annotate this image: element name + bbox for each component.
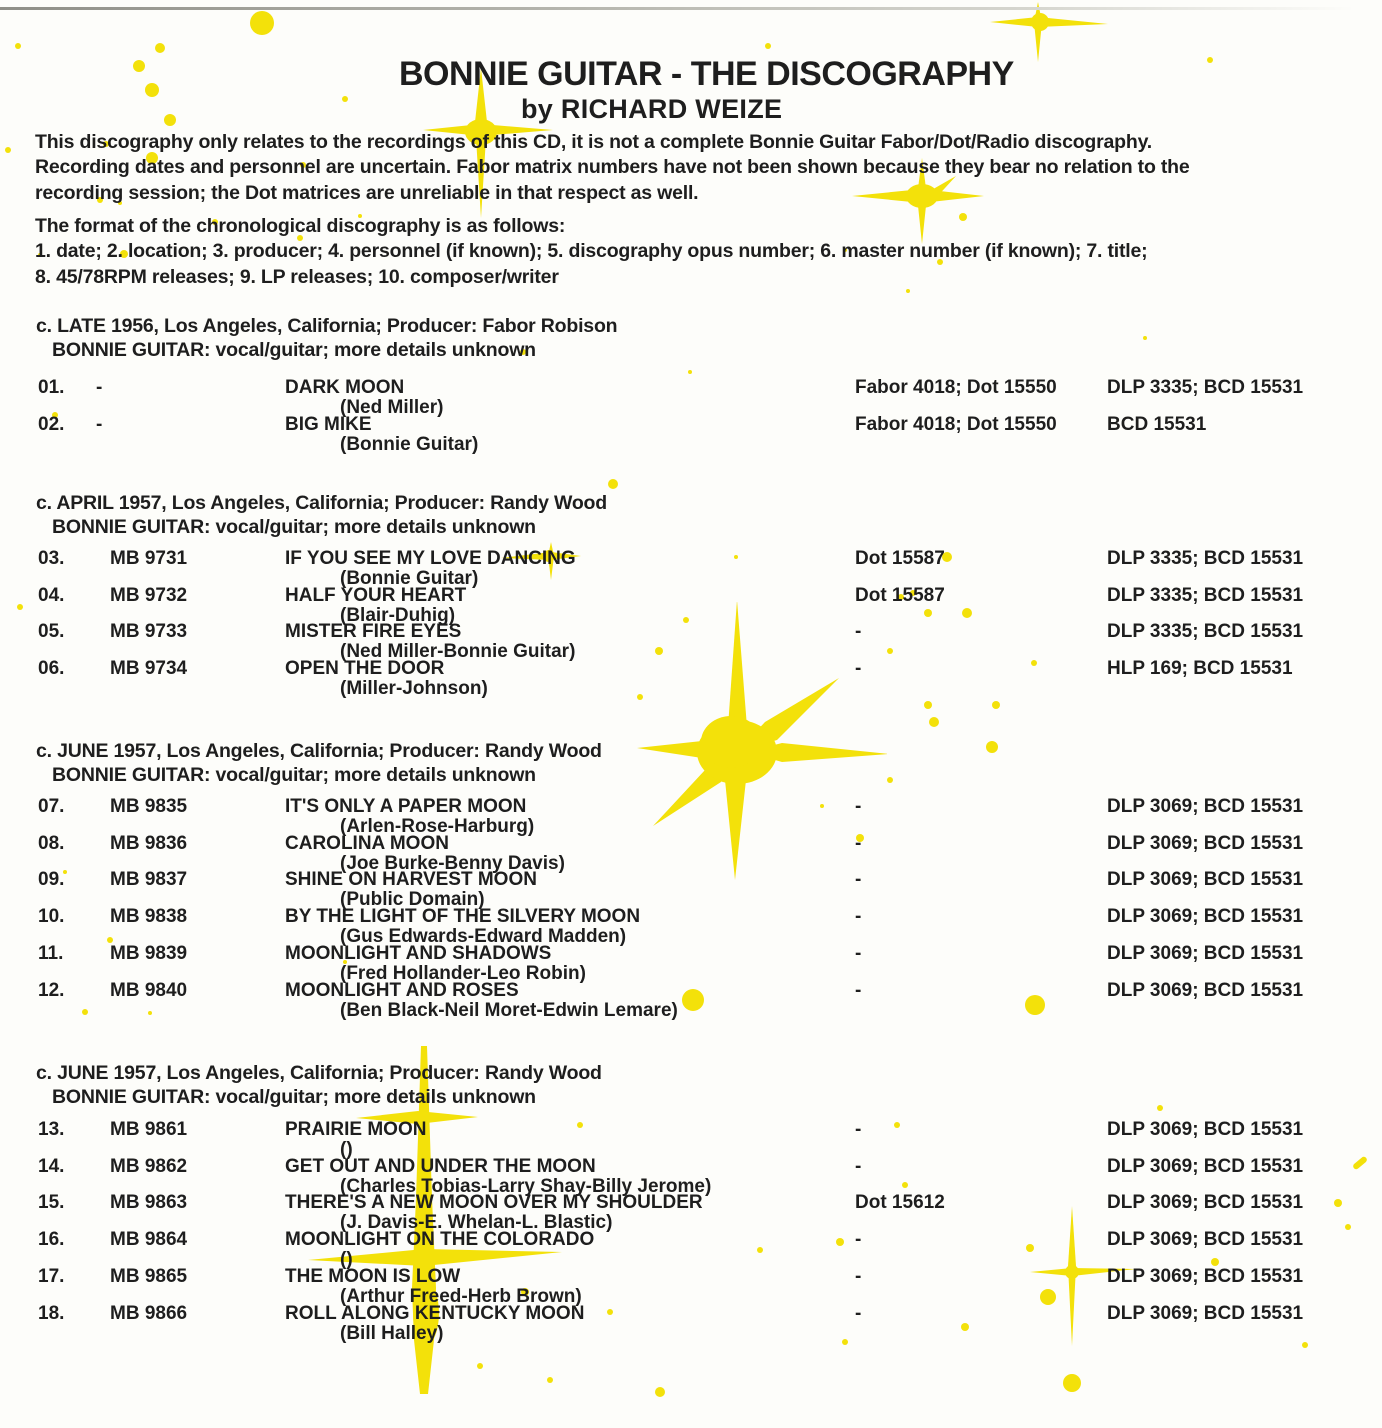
- entry-number: 03.: [38, 548, 65, 569]
- entry-single-release: -: [855, 621, 862, 643]
- entry-lp-release: DLP 3069; BCD 15531: [1107, 979, 1304, 1001]
- entry-composer: (Arthur Freed-Herb Brown): [340, 1285, 582, 1307]
- entry-title: HALF YOUR HEART: [285, 584, 467, 606]
- entry-number: 13.: [38, 1119, 65, 1140]
- entry-lp-release: DLP 3069; BCD 15531: [1107, 832, 1304, 854]
- entry-lp-release: DLP 3069; BCD 15531: [1107, 1192, 1304, 1214]
- entry-composer: (Blair-Duhig): [340, 604, 456, 626]
- entry-title: DARK MOON: [285, 377, 405, 398]
- entry-number: 18.: [38, 1302, 65, 1324]
- entry-number: 05.: [38, 621, 65, 643]
- section-subheader: BONNIE GUITAR: vocal/guitar; more details unknown: [52, 1086, 536, 1108]
- entry-row: [0, 832, 1382, 874]
- entry-single-release: -: [855, 796, 862, 817]
- entry-lp-release: DLP 3069; BCD 15531: [1107, 869, 1304, 891]
- entry-master-number: MB 9863: [110, 1192, 188, 1214]
- entry-master-number: MB 9733: [110, 621, 188, 643]
- entry-single-release: -: [855, 979, 862, 1001]
- entry-number: 10.: [38, 906, 65, 928]
- page-byline: by RICHARD WEIZE: [521, 94, 783, 124]
- entry-row: [0, 413, 1382, 455]
- entry-row: [0, 869, 1382, 911]
- entry-master-number: MB 9836: [110, 832, 188, 854]
- entry-number: 16.: [38, 1229, 65, 1251]
- entry-row: [0, 1229, 1382, 1271]
- entry-composer: (Ned Miller): [340, 397, 444, 418]
- entry-single-release: -: [855, 1265, 862, 1287]
- entry-composer: (Gus Edwards-Edward Madden): [340, 926, 627, 948]
- entry-single-release: -: [855, 1155, 862, 1177]
- entry-single-release: -: [855, 869, 862, 891]
- entry-master-number: MB 9840: [110, 979, 188, 1001]
- entry-master-number: -: [96, 413, 103, 435]
- entry-row: [0, 1192, 1382, 1234]
- entry-title: THE MOON IS LOW: [285, 1265, 461, 1287]
- entry-number: 14.: [38, 1155, 65, 1177]
- entry-master-number: MB 9837: [110, 869, 188, 891]
- entry-lp-release: DLP 3069; BCD 15531: [1107, 1119, 1304, 1140]
- intro-line: This discography only relates to the recordings of this CD, it is not a complete Bonnie Guitar Fabor/Dot/Radio discography.: [35, 131, 1153, 153]
- entry-title: MISTER FIRE EYES: [285, 621, 462, 643]
- entry-master-number: MB 9862: [110, 1155, 188, 1177]
- format-line: 8. 45/78RPM releases; 9. LP releases; 10. composer/writer: [35, 265, 559, 288]
- entry-title: GET OUT AND UNDER THE MOON: [285, 1155, 596, 1177]
- entry-master-number: MB 9734: [110, 658, 188, 680]
- entry-row: [0, 906, 1382, 948]
- entry-row: [0, 377, 1382, 418]
- entry-composer: (Miller-Johnson): [340, 678, 488, 700]
- entry-composer: (J. Davis-E. Whelan-L. Blastic): [340, 1212, 613, 1234]
- entry-lp-release: DLP 3069; BCD 15531: [1107, 796, 1304, 817]
- entry-single-release: Fabor 4018; Dot 15550: [855, 413, 1057, 435]
- entry-number: 09.: [38, 869, 65, 891]
- entry-master-number: MB 9866: [110, 1302, 188, 1324]
- entry-master-number: MB 9861: [110, 1119, 188, 1140]
- entry-single-release: -: [855, 1302, 862, 1324]
- entry-title: PRAIRIE MOON: [285, 1119, 427, 1140]
- entry-lp-release: DLP 3335; BCD 15531: [1107, 377, 1304, 398]
- section-header: c. APRIL 1957, Los Angeles, California; Producer: Randy Wood: [36, 492, 607, 514]
- entry-title: MOONLIGHT AND SHADOWS: [285, 942, 552, 964]
- entry-row: [0, 548, 1382, 589]
- entry-composer: (Joe Burke-Benny Davis): [340, 852, 565, 874]
- entry-row: [0, 584, 1382, 626]
- entry-single-release: -: [855, 1119, 862, 1140]
- entry-lp-release: DLP 3069; BCD 15531: [1107, 1265, 1304, 1287]
- entry-composer: (Bonnie Guitar): [340, 433, 479, 455]
- entry-title: ROLL ALONG KENTUCKY MOON: [285, 1302, 585, 1324]
- entry-single-release: -: [855, 1229, 862, 1251]
- entry-composer: (Ben Black-Neil Moret-Edwin Lemare): [340, 999, 678, 1021]
- entry-single-release: -: [855, 658, 862, 680]
- entry-title: BY THE LIGHT OF THE SILVERY MOON: [285, 906, 641, 928]
- entry-title: BIG MIKE: [285, 413, 372, 435]
- entry-row: [0, 658, 1382, 700]
- entry-master-number: MB 9864: [110, 1229, 188, 1251]
- section-header: c. JUNE 1957, Los Angeles, California; Producer: Randy Wood: [36, 1062, 602, 1084]
- entry-master-number: MB 9731: [110, 548, 188, 569]
- entry-number: 08.: [38, 832, 65, 854]
- entry-number: 01.: [38, 377, 65, 398]
- entry-row: [0, 942, 1382, 984]
- entry-lp-release: DLP 3069; BCD 15531: [1107, 1229, 1304, 1251]
- entry-title: SHINE ON HARVEST MOON: [285, 869, 537, 891]
- entry-title: MOONLIGHT AND ROSES: [285, 979, 519, 1001]
- section-subheader: BONNIE GUITAR: vocal/guitar; more details unknown: [52, 339, 536, 361]
- entry-lp-release: DLP 3335; BCD 15531: [1107, 584, 1304, 606]
- intro-line: Recording dates and personnel are uncertain. Fabor matrix numbers have not been shown because they bear no relation to the: [35, 156, 1190, 179]
- entry-single-release: -: [855, 906, 862, 928]
- format-note: [35, 215, 1147, 291]
- entry-row: [0, 1155, 1382, 1197]
- intro-line: recording session; the Dot matrices are unreliable in that respect as well.: [35, 181, 699, 204]
- entry-lp-release: DLP 3069; BCD 15531: [1107, 906, 1304, 928]
- entry-master-number: MB 9835: [110, 796, 188, 817]
- entry-title: THERE'S A NEW MOON OVER MY SHOULDER: [285, 1192, 703, 1214]
- entry-single-release: Fabor 4018; Dot 15550: [855, 377, 1057, 398]
- entry-number: 11.: [38, 942, 64, 964]
- entry-single-release: Dot 15612: [855, 1192, 945, 1214]
- entry-master-number: MB 9865: [110, 1265, 188, 1287]
- section-subheader: BONNIE GUITAR: vocal/guitar; more details unknown: [52, 764, 536, 786]
- entry-single-release: Dot 15587: [855, 548, 945, 569]
- entry-lp-release: DLP 3069; BCD 15531: [1107, 1155, 1304, 1177]
- entry-lp-release: DLP 3069; BCD 15531: [1107, 942, 1304, 964]
- entry-number: 06.: [38, 658, 65, 680]
- entry-lp-release: DLP 3335; BCD 15531: [1107, 621, 1304, 643]
- entry-title: MOONLIGHT ON THE COLORADO: [285, 1229, 595, 1251]
- entry-number: 17.: [38, 1265, 65, 1287]
- entry-row: [0, 1119, 1382, 1160]
- entry-composer: (Public Domain): [340, 889, 485, 911]
- entry-composer: (): [340, 1139, 353, 1160]
- format-line: The format of the chronological discography is as follows:: [35, 215, 566, 237]
- section-subheader: BONNIE GUITAR: vocal/guitar; more details unknown: [52, 516, 536, 538]
- entry-master-number: -: [96, 377, 103, 398]
- entry-lp-release: BCD 15531: [1107, 413, 1207, 435]
- entry-row: [0, 1265, 1382, 1307]
- entry-number: 04.: [38, 584, 65, 606]
- entry-composer: (Charles Tobias-Larry Shay-Billy Jerome): [340, 1175, 712, 1197]
- entry-number: 15.: [38, 1192, 65, 1214]
- entry-master-number: MB 9732: [110, 584, 188, 606]
- entry-lp-release: DLP 3335; BCD 15531: [1107, 548, 1304, 569]
- entry-row: [0, 979, 1382, 1021]
- entry-number: 12.: [38, 979, 65, 1001]
- entry-lp-release: HLP 169; BCD 15531: [1107, 658, 1293, 680]
- entry-row: [0, 1302, 1382, 1344]
- entry-composer: (Ned Miller-Bonnie Guitar): [340, 641, 576, 663]
- entry-composer: (Fred Hollander-Leo Robin): [340, 962, 586, 984]
- entry-single-release: -: [855, 832, 862, 854]
- entry-title: CAROLINA MOON: [285, 832, 449, 854]
- entry-composer: (Bonnie Guitar): [340, 568, 479, 589]
- entry-composer: (Arlen-Rose-Harburg): [340, 816, 535, 837]
- entry-lp-release: DLP 3069; BCD 15531: [1107, 1302, 1304, 1324]
- entry-title: IF YOU SEE MY LOVE DANCING: [285, 548, 576, 569]
- entry-composer: (Bill Halley): [340, 1322, 444, 1344]
- section-header: c. LATE 1956, Los Angeles, California; Producer: Fabor Robison: [36, 315, 618, 337]
- page-title: BONNIE GUITAR - THE DISCOGRAPHY: [399, 55, 1014, 93]
- format-line: 1. date; 2. location; 3. producer; 4. personnel (if known); 5. discography opus number; 6. master number (if known); 7. title;: [35, 240, 1148, 263]
- entry-title: IT'S ONLY A PAPER MOON: [285, 796, 527, 817]
- intro-paragraph: [35, 131, 1190, 207]
- entry-row: [0, 621, 1382, 663]
- entry-master-number: MB 9838: [110, 906, 188, 928]
- section-header: c. JUNE 1957, Los Angeles, California; Producer: Randy Wood: [36, 740, 602, 762]
- entry-number: 02.: [38, 413, 65, 435]
- entry-master-number: MB 9839: [110, 942, 188, 964]
- entry-title: OPEN THE DOOR: [285, 658, 445, 680]
- entry-number: 07.: [38, 796, 65, 817]
- entry-single-release: Dot 15587: [855, 584, 945, 606]
- entry-composer: (): [340, 1249, 353, 1271]
- entry-single-release: -: [855, 942, 862, 964]
- entry-row: [0, 796, 1382, 837]
